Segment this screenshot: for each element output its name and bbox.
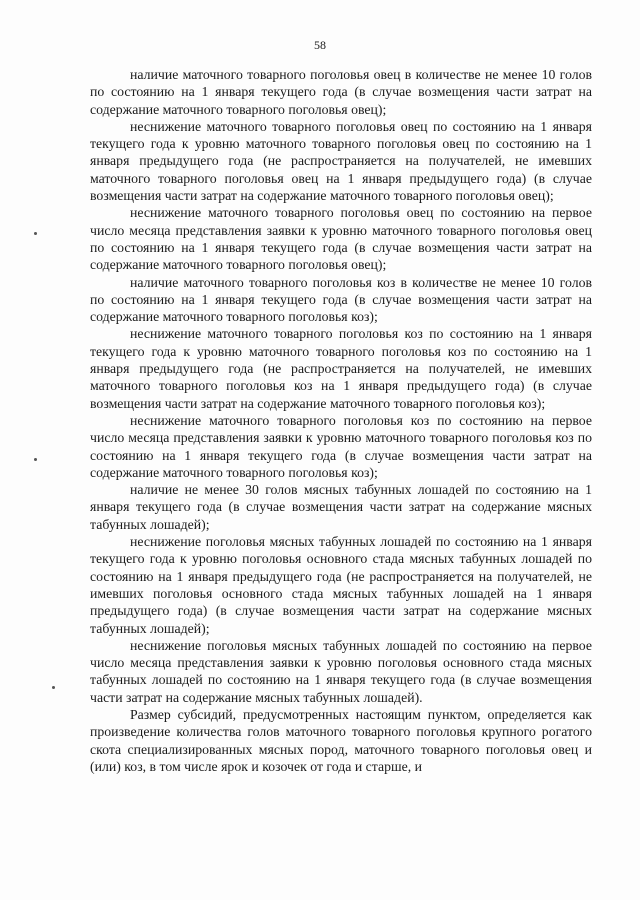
paragraph: наличие не менее 30 голов мясных табунных лошадей по состоянию на 1 января текущего года (в случае возмещения части затрат на содержание мясных табунных лошадей);: [90, 482, 592, 532]
page-number: 58: [314, 38, 326, 52]
paragraph: наличие маточного товарного поголовья овец в количестве не менее 10 голов по состоянию на 1 января текущего года (в случае возмещения части затрат на содержание маточного товарного поголовья овец);: [90, 67, 592, 117]
paragraph: неснижение маточного товарного поголовья коз по состоянию на 1 января текущего года к уровню маточного товарного поголовья коз по состоянию на 1 января предыдущего года (не распространяется на получателей, не имевших маточного товарного поголовья коз на 1 января предыдущего года) (в случае возмещения части затрат на содержание маточного товарного поголовья коз);: [90, 326, 592, 411]
body-text: [90, 66, 592, 775]
paragraph: неснижение маточного товарного поголовья коз по состоянию на первое число месяца представления заявки к уровню маточного товарного поголовья коз по состоянию на 1 января текущего года (в случае возмещения части затрат на содержание маточного товарного поголовья коз);: [90, 412, 592, 480]
scan-mark: [34, 458, 37, 461]
paragraph: неснижение поголовья мясных табунных лошадей по состоянию на 1 января текущего года к уровню поголовья основного стада мясных табунных лошадей по состоянию на 1 января предыдущего года (не распространяется на получателей, не имевших поголовья основного стада мясных табунных лошадей на 1 января предыдущего года) (в случае возмещения части затрат на содержание мясных табунных лошадей);: [90, 534, 592, 636]
paragraph: неснижение маточного товарного поголовья овец по состоянию на 1 января текущего года к уровню маточного товарного поголовья овец по состоянию на 1 января предыдущего года (не распространяется на получателей, не имевших маточного товарного поголовья овец на 1 января предыдущего года) (в случае возмещения части затрат на содержание маточного товарного поголовья овец);: [90, 118, 592, 204]
paragraph: наличие маточного товарного поголовья коз в количестве не менее 10 голов по состоянию на 1 января текущего года (в случае возмещения части затрат на содержание маточного товарного поголовья коз);: [90, 274, 592, 325]
scan-mark: [52, 686, 55, 689]
paragraph: неснижение маточного товарного поголовья овец по состоянию на первое число месяца представления заявки к уровню маточного товарного поголовья овец по состоянию на 1 января текущего года (в случае возмещения части затрат на содержание маточного товарного поголовья овец);: [90, 205, 592, 273]
scan-mark: [34, 232, 37, 235]
paragraph: неснижение поголовья мясных табунных лошадей по состоянию на первое число месяца представления заявки к уровню поголовья основного стада мясных табунных лошадей по состоянию на 1 января текущего года (в случае возмещения части затрат на содержание мясных табунных лошадей).: [90, 637, 592, 705]
paragraph: Размер субсидий, предусмотренных настоящим пунктом, определяется как произведение количества голов маточного товарного поголовья крупного рогатого скота специализированных мясных пород, маточного товарного поголовья овец и (или) коз, в том числе ярок и козочек от года и старше, и: [90, 706, 592, 774]
